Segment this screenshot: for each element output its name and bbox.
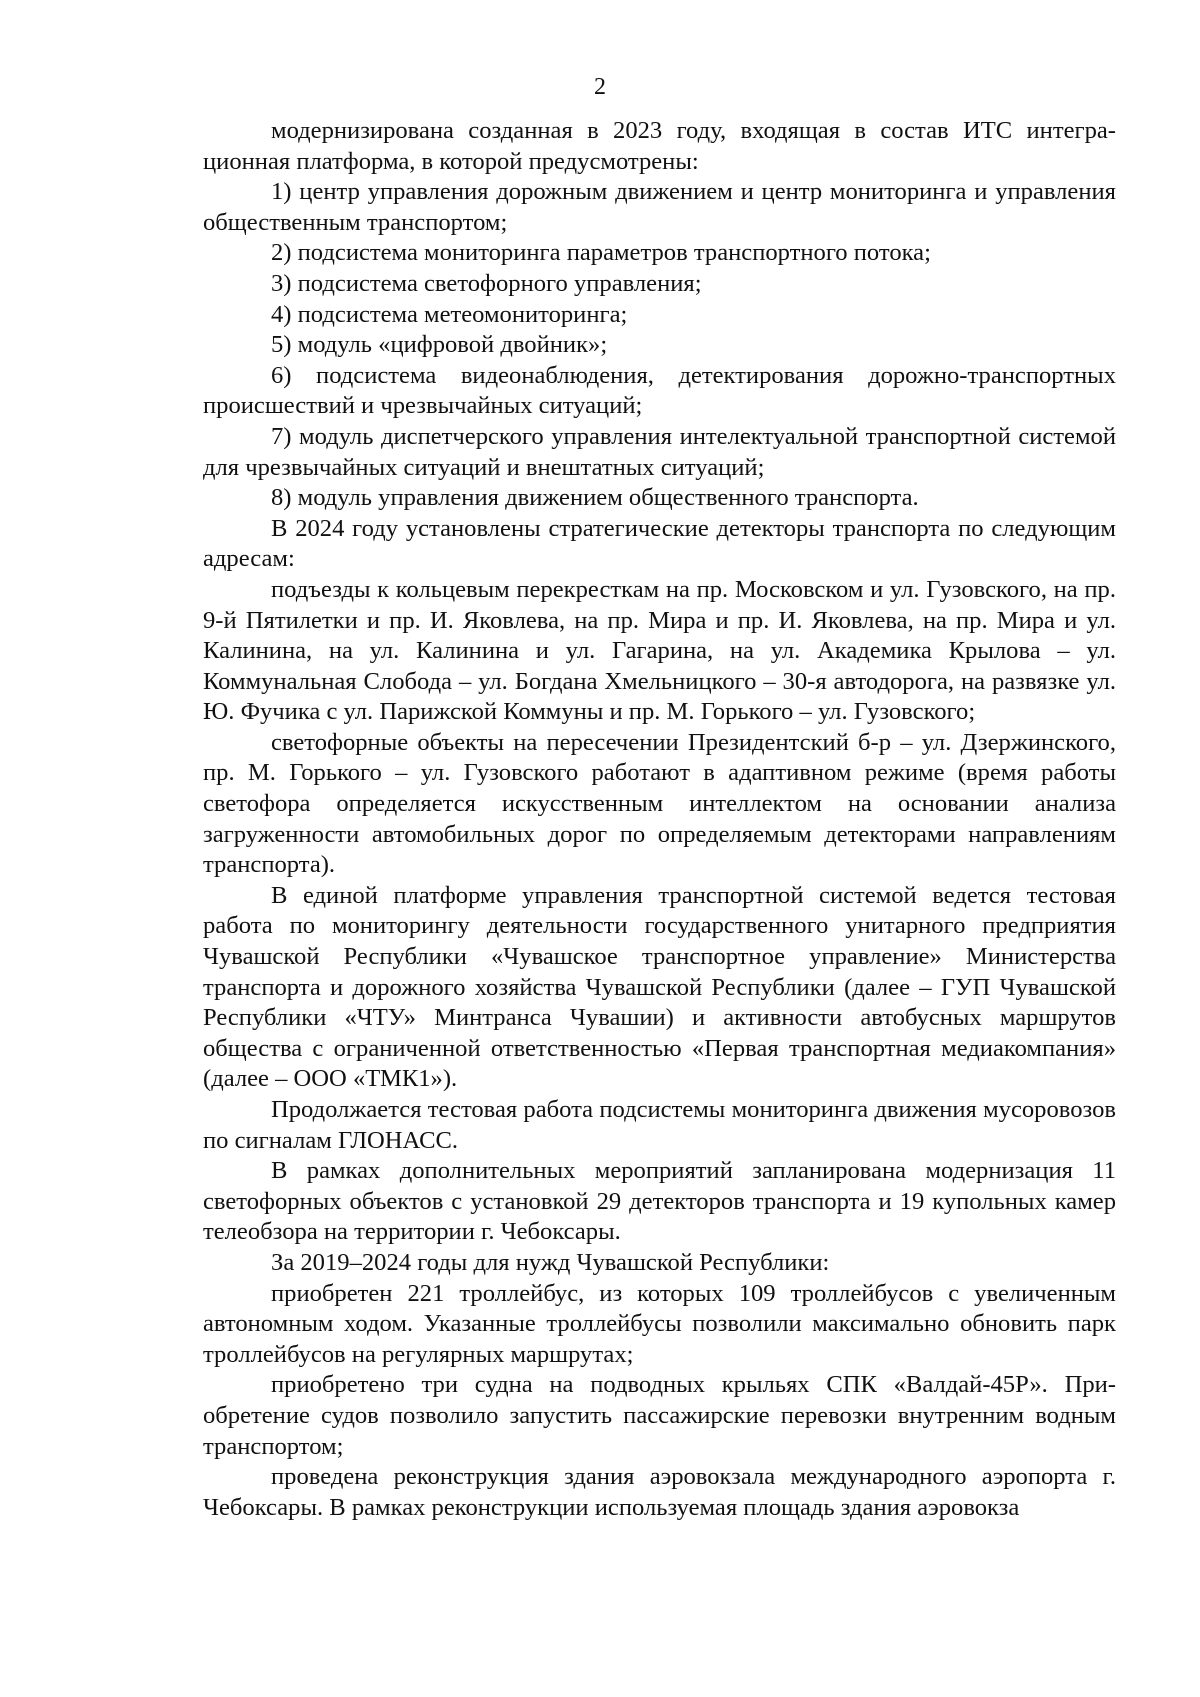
paragraph: Продолжается тестовая работа подсистемы мониторинга движения мусоровозов по сигналам ГЛОНАСС. <box>203 1096 1116 1154</box>
paragraph: В 2024 году установлены стратегические детекторы транспорта по следующим адресам: <box>203 514 1116 573</box>
paragraph: светофорные объекты на пересечении Президентский б-р – ул. Дзержинского, пр. М. Горького – ул. Гузовского работают в адаптивном режиме (время работы светофора определяется искусственным интеллектом на основании анализа загруженности автомобильных дорог по определяемым детекторами направлениям транспорта). <box>203 728 1116 879</box>
paragraph: 6) подсистема видеонаблюдения, детектирования дорожно-транспортных происшествий и чрезвычайных ситуаций; <box>203 361 1116 420</box>
paragraph: За 2019–2024 годы для нужд Чувашской Республики: <box>271 1248 830 1276</box>
paragraph: В рамках дополнительных мероприятий запланирована модернизация 11 светофорных объектов с установкой 29 детекторов транспорта и 19 купольных камер телеобзора на территории г. Чебоксары. <box>203 1157 1116 1246</box>
paragraph: 3) подсистема светофорного управления; <box>271 269 702 297</box>
paragraph: В единой платформе управления транспортной системой ведется тестовая работа по мониторингу деятельности государственного унитарного предприятия Чувашской Республики «Чувашское транспортное управление» Министерства транспорта и дорожного хозяйства Чувашской Республики (далее – ГУП Чувашской Республики «ЧТУ» Минтранса Чувашии) и активности автобусных маршрутов общества с ограниченной ответственностью «Первая транспортная медиакомпания» (далее – ООО «ТМК1»). <box>203 881 1116 1093</box>
paragraph: подъезды к кольцевым перекресткам на пр. Московском и ул. Гузовского, на пр. 9-й Пятилетки и пр. И. Яковлева, на пр. Мира и пр. И. Яковлева, на пр. Мира и ул. Калинина, на ул. Калинина и ул. Гагарина, на ул. Академика Крылова – ул. Коммунальная Слобода – ул. Богдана Хмельницкого – 30-я автодорога, на развязке ул. Ю. Фучика с ул. Парижской Коммуны и пр. М. Горького – ул. Гузовского; <box>203 575 1116 726</box>
paragraph: модернизирована созданная в 2023 году, входящая в состав ИТС интеграционная платформа, в которой предусмотрены: <box>203 117 1116 175</box>
paragraph: 5) модуль «цифровой двойник»; <box>271 331 608 359</box>
paragraph: 1) центр управления дорожным движением и центр мониторинга и управления общественным транспортом; <box>203 178 1116 236</box>
page-number: 2 <box>594 74 606 100</box>
paragraph: 4) подсистема метеомониторинга; <box>271 300 628 328</box>
document-body <box>203 116 1116 1523</box>
paragraph: 8) модуль управления движением общественного транспорта. <box>271 484 919 512</box>
paragraph: проведена реконструкция здания аэровокзала международного аэропорта г. Чебоксары. В рамках реконструкции используемая площадь здания аэровокза <box>203 1463 1116 1521</box>
paragraph: 7) модуль диспетчерского управления интелектуальной транспортной системой для чрезвычайных ситуаций и внештатных ситуаций; <box>203 422 1116 481</box>
paragraph: 2) подсистема мониторинга параметров транспортного потока; <box>271 239 931 267</box>
paragraph: приобретен 221 троллейбус, из которых 109 троллейбусов с увеличенным автономным ходом. Указанные троллейбусы позволили максимально обновить парк троллейбусов на регулярных маршрутах; <box>203 1279 1116 1368</box>
paragraph: приобретено три судна на подводных крыльях СПК «Валдай-45Р». Приобретение судов позволило запустить пассажирские перевозки внутренним водным транспортом; <box>203 1371 1116 1460</box>
